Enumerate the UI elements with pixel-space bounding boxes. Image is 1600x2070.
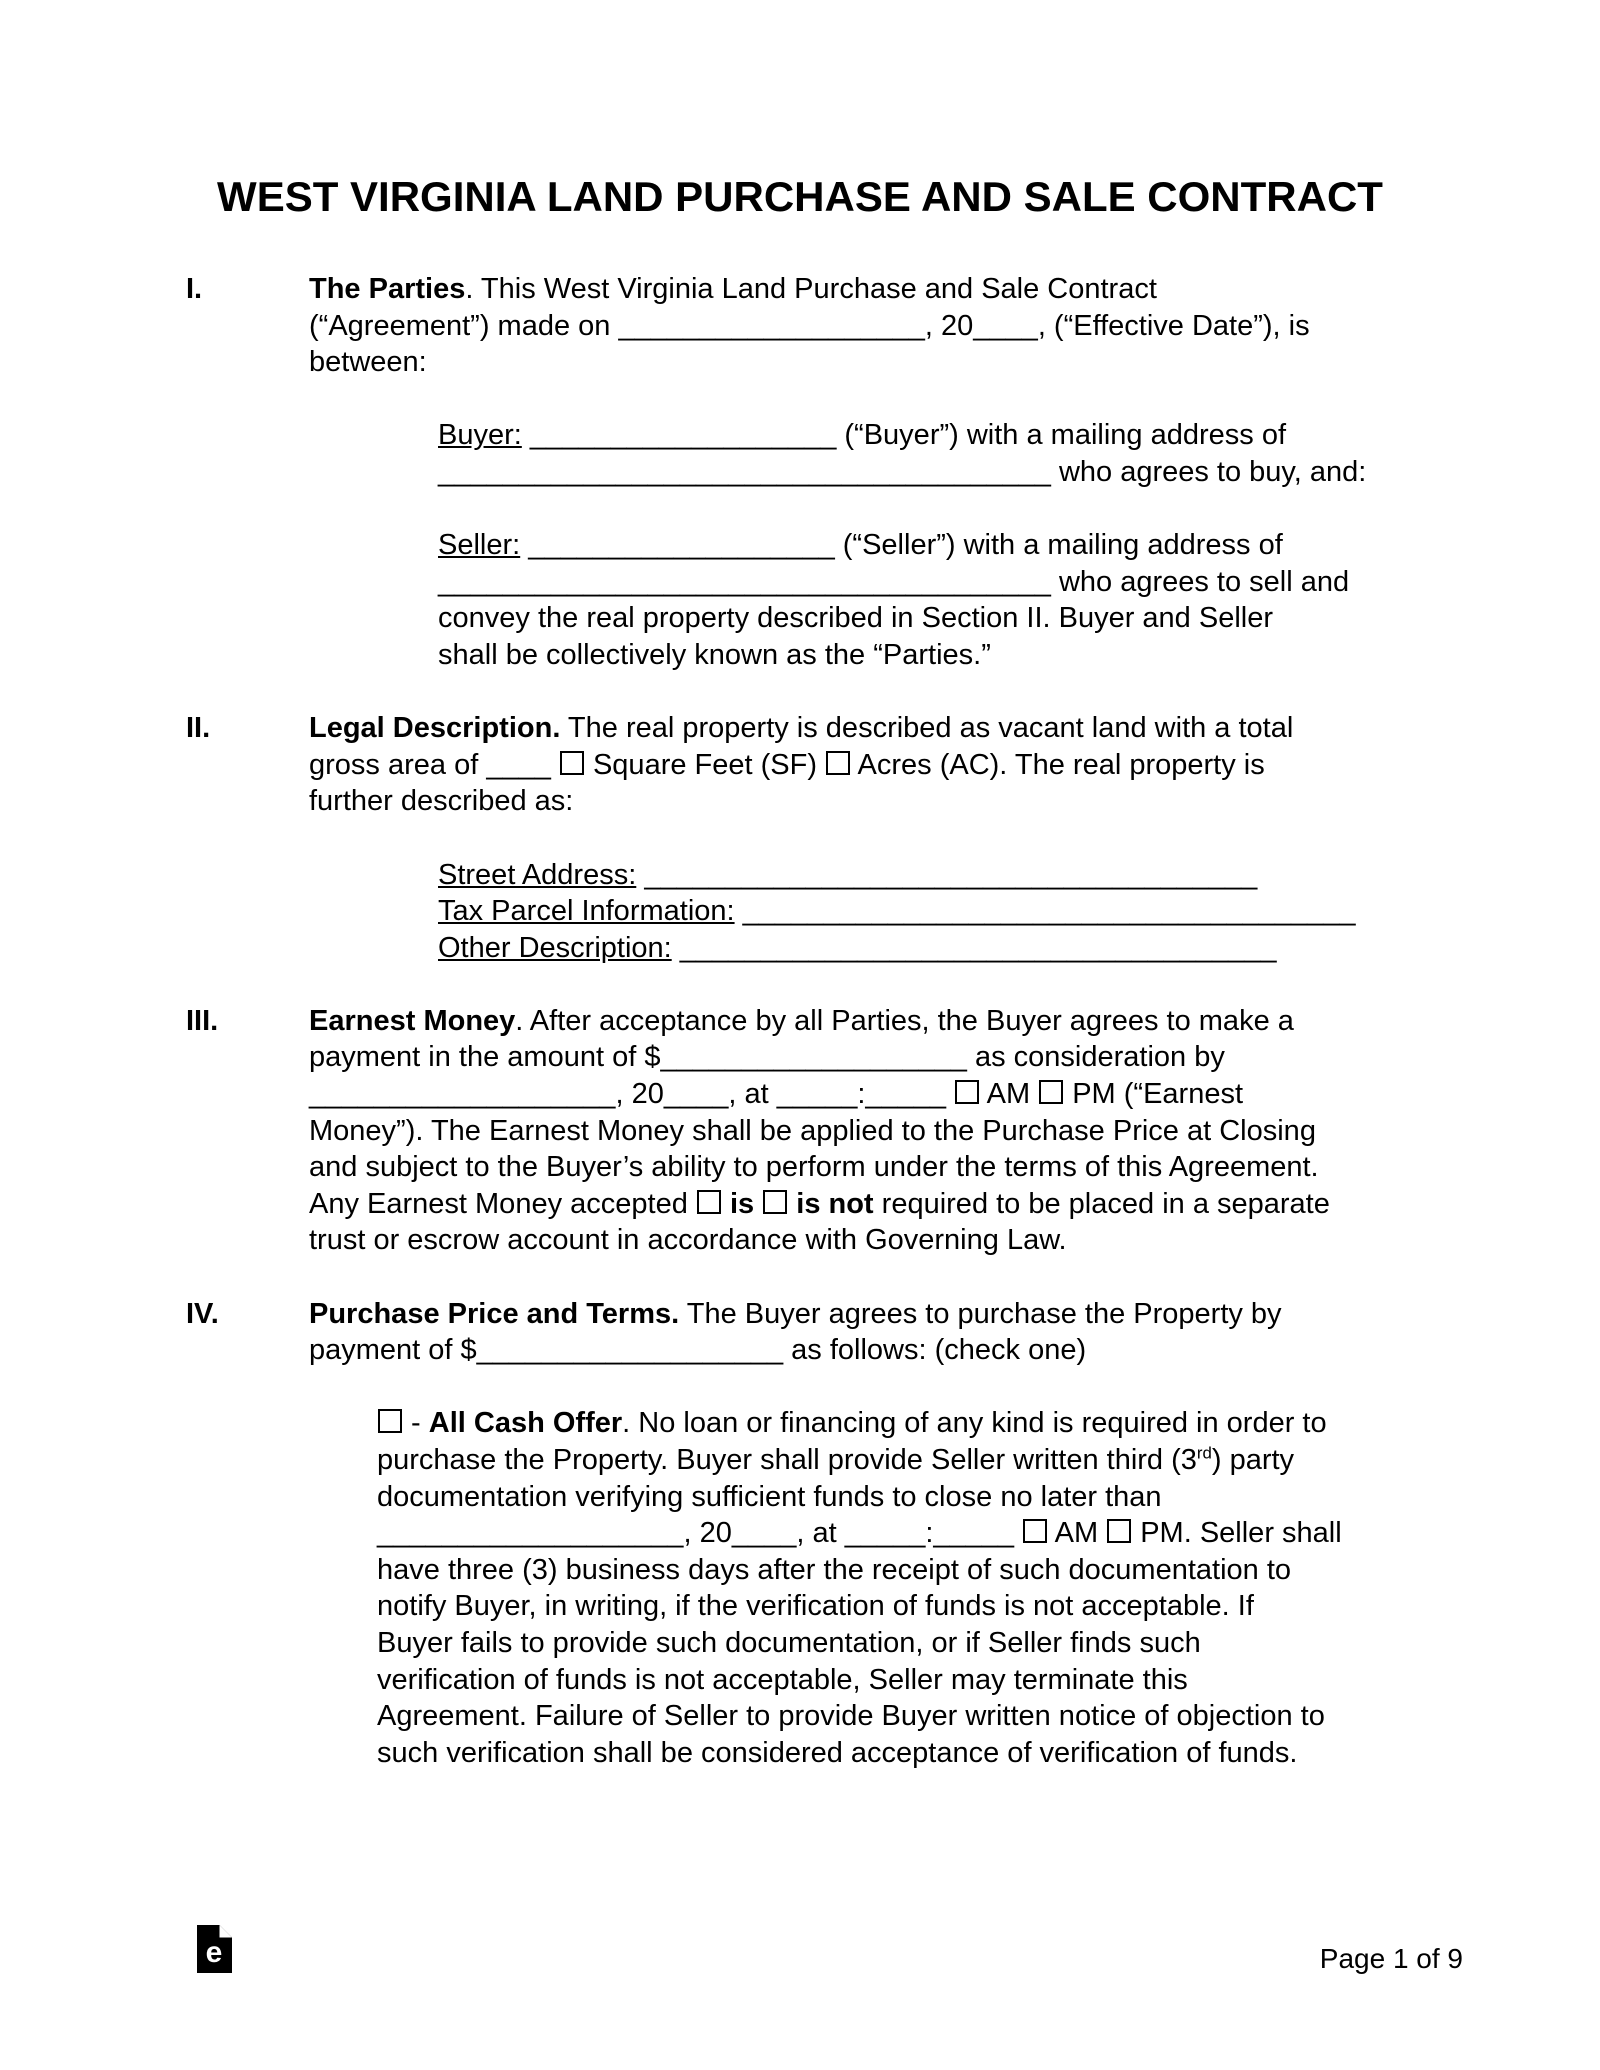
blank-field[interactable]: ___________________ — [309, 1078, 616, 1111]
blank-field[interactable]: ___________________ — [476, 1334, 784, 1367]
blank-field[interactable]: ___________________ — [377, 1517, 684, 1550]
text-segment: (“Buyer”) with a mailing address of — [836, 419, 1286, 452]
text-segment: payment of $ — [309, 1334, 477, 1367]
text-segment: further described as: — [309, 785, 574, 818]
paragraph — [438, 527, 1446, 673]
section-earnest-money — [186, 1003, 1446, 1296]
text-segment — [522, 419, 530, 451]
checkbox-icon[interactable] — [378, 1409, 402, 1433]
text-segment: have three (3) business days after the receipt of such documentation to — [377, 1553, 1292, 1586]
blank-field[interactable]: ____ — [486, 748, 551, 781]
text-segment: Legal Description. — [309, 712, 561, 745]
field-label: Tax Parcel Information: — [438, 895, 735, 928]
section-number: I. — [186, 273, 203, 305]
checkbox-icon[interactable] — [826, 751, 850, 775]
text-segment: payment in the amount of $ — [309, 1041, 661, 1074]
blank-field[interactable]: ____ — [663, 1078, 729, 1111]
text-segment: : — [857, 1078, 866, 1111]
text-segment: All Cash Offer — [428, 1407, 623, 1440]
section-number: IV. — [186, 1297, 219, 1330]
paragraph — [309, 1003, 1446, 1259]
text-segment: AM — [1048, 1517, 1107, 1550]
field-label: Street Address: — [438, 858, 637, 891]
paragraph — [438, 857, 1446, 967]
blank-field[interactable]: _____ — [844, 1517, 926, 1550]
eforms-logo — [197, 1925, 232, 1973]
text-segment: AM — [980, 1078, 1039, 1111]
field-label: Other Description: — [438, 931, 672, 964]
field-label: Buyer: — [438, 419, 522, 452]
section-the-parties — [186, 271, 1446, 710]
text-segment: gross area of — [309, 748, 487, 781]
text-segment — [735, 895, 743, 927]
text-segment: who agrees to buy, and: — [1050, 455, 1367, 488]
section-body — [309, 710, 1446, 1003]
blank-field[interactable]: ______________________________________ — [438, 565, 1051, 598]
text-segment: , at — [796, 1517, 845, 1550]
blank-field[interactable]: ___________________ — [660, 1041, 967, 1074]
text-segment — [722, 1188, 730, 1220]
text-segment: Any Earnest Money accepted — [309, 1187, 696, 1220]
text-segment: is — [729, 1187, 755, 1220]
text-segment: is not — [796, 1187, 874, 1220]
text-segment: purchase the Property. Buyer shall provide Seller written third (3 — [377, 1444, 1197, 1476]
checkbox-icon[interactable] — [1107, 1519, 1131, 1543]
checkbox-icon[interactable] — [955, 1080, 979, 1104]
section-body — [309, 271, 1446, 710]
text-segment: The real property is described as vacant land with a total — [560, 712, 1294, 745]
blank-field[interactable]: _____ — [776, 1078, 858, 1111]
text-segment: The Buyer agrees to purchase the Property by — [679, 1297, 1282, 1330]
paragraph — [309, 1296, 1446, 1369]
checkbox-icon[interactable] — [697, 1190, 721, 1214]
text-segment: ) party — [1211, 1444, 1295, 1476]
text-segment: , at — [728, 1078, 777, 1111]
text-segment: required to be placed in a separate — [873, 1187, 1330, 1220]
text-segment: convey the real property described in Section II. Buyer and Seller — [438, 602, 1274, 635]
field-label: Seller: — [438, 529, 521, 562]
text-segment: as follows: (check one) — [783, 1334, 1087, 1367]
text-segment: Acres (AC). The real property is — [851, 748, 1265, 781]
text-segment: , (“Effective Date”), is — [1037, 309, 1310, 342]
text-segment: Earnest Money — [309, 1004, 516, 1037]
text-segment: . After acceptance by all Parties, the Buyer agrees to make a — [515, 1004, 1294, 1037]
text-segment: Purchase Price and Terms. — [309, 1297, 680, 1330]
text-segment: , 20 — [683, 1517, 732, 1550]
section-number: III. — [186, 1004, 219, 1037]
page-number: Page 1 of 9 — [1319, 1943, 1463, 1974]
blank-field[interactable]: _____ — [933, 1517, 1015, 1550]
text-segment: rd — [1196, 1443, 1212, 1463]
text-segment: , 20 — [615, 1078, 664, 1111]
blank-field[interactable]: ____ — [731, 1517, 797, 1550]
blank-field[interactable]: ___________________ — [618, 309, 925, 342]
logo-letter: e — [205, 1936, 223, 1969]
text-segment: Money”). The Earnest Money shall be applied to the Purchase Price at Closing — [309, 1114, 1316, 1147]
blank-field[interactable]: ___________________ — [529, 419, 837, 452]
text-segment: . No loan or financing of any kind is required in order to — [622, 1407, 1327, 1440]
paragraph — [377, 1405, 1446, 1771]
text-segment: - — [403, 1407, 429, 1440]
paragraph — [438, 417, 1446, 490]
text-segment: , 20 — [924, 309, 974, 342]
text-segment: verification of funds is not acceptable, Seller may terminate this — [377, 1663, 1188, 1696]
text-segment: The Parties — [309, 273, 466, 305]
document-title: WEST VIRGINIA LAND PURCHASE AND SALE CONTRACT — [217, 173, 1383, 220]
text-segment: PM (“Earnest — [1064, 1078, 1244, 1111]
text-segment: (“Agreement”) made on — [309, 309, 619, 342]
text-segment: such verification shall be considered acceptance of verification of funds. — [377, 1736, 1298, 1769]
blank-field[interactable]: _____________________________________ — [679, 931, 1277, 964]
text-segment: documentation verifying sufficient funds to close no later than — [377, 1480, 1162, 1513]
text-segment: trust or escrow account in accordance with Governing Law. — [309, 1224, 1067, 1257]
text-segment — [754, 1188, 762, 1220]
text-segment — [551, 749, 559, 781]
section-legal-description — [186, 710, 1446, 1003]
section-body — [309, 1296, 1446, 1808]
text-segment: . This West Virginia Land Purchase and Sale Contract — [465, 273, 1157, 305]
paragraph — [309, 271, 1446, 381]
text-segment — [672, 932, 680, 964]
checkbox-icon[interactable] — [1023, 1519, 1047, 1543]
text-segment: and subject to the Buyer’s ability to perform under the terms of this Agreement. — [309, 1151, 1319, 1184]
section-body — [309, 1003, 1446, 1296]
blank-field[interactable]: ___________________ — [528, 529, 835, 562]
checkbox-icon[interactable] — [560, 751, 584, 775]
section-purchase-price-and-terms — [186, 1296, 1446, 1808]
text-segment: : — [925, 1517, 934, 1550]
text-segment: as consideration by — [966, 1041, 1225, 1074]
text-segment: Buyer fails to provide such documentation, or if Seller finds such — [377, 1626, 1201, 1659]
section-number: II. — [186, 712, 211, 745]
blank-field[interactable]: ______________________________________ — [438, 455, 1051, 488]
text-segment — [946, 1078, 954, 1110]
text-segment: Agreement. Failure of Seller to provide Buyer written notice of objection to — [377, 1700, 1325, 1733]
text-segment: between: — [309, 346, 427, 379]
text-segment: who agrees to sell and — [1050, 565, 1350, 598]
paragraph — [309, 710, 1446, 820]
blank-field[interactable]: ______________________________________ — [742, 895, 1356, 928]
checkbox-icon[interactable] — [1039, 1080, 1063, 1104]
text-segment: shall be collectively known as the “Parties.” — [438, 638, 991, 671]
text-segment: notify Buyer, in writing, if the verification of funds is not acceptable. If — [377, 1590, 1254, 1623]
text-segment: PM. Seller shall — [1132, 1517, 1342, 1550]
blank-field[interactable]: ____ — [973, 309, 1038, 342]
checkbox-icon[interactable] — [763, 1190, 787, 1214]
blank-field[interactable]: ______________________________________ — [644, 858, 1258, 891]
blank-field[interactable]: _____ — [865, 1078, 947, 1111]
text-segment — [1014, 1517, 1022, 1549]
document-sections — [186, 271, 1446, 1808]
text-segment: (“Seller”) with a mailing address of — [834, 529, 1283, 562]
text-segment: Square Feet (SF) — [584, 748, 826, 781]
